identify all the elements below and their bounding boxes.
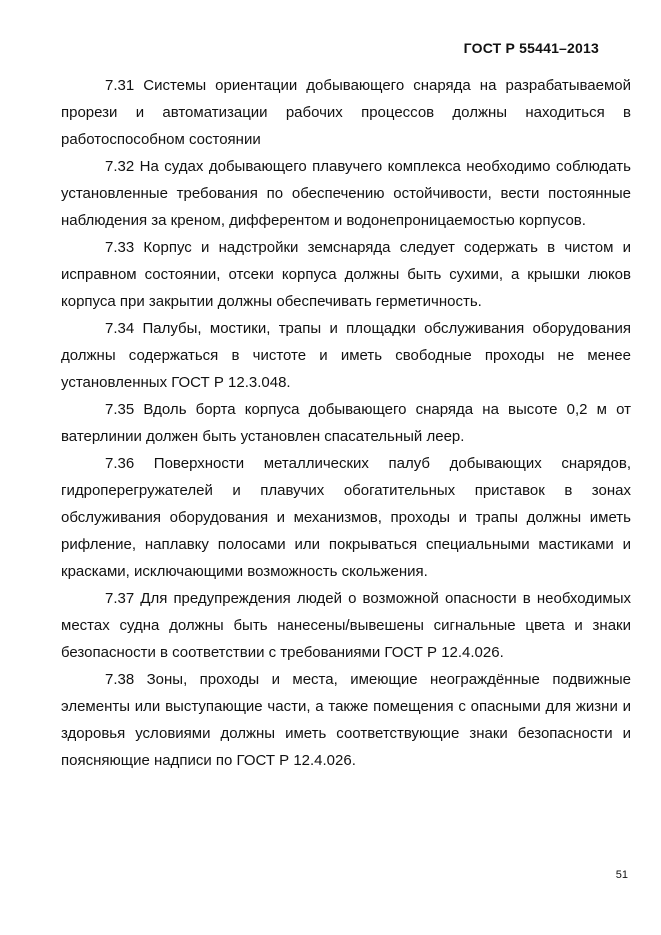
page-number: 51: [615, 869, 628, 881]
paragraph-7-36: 7.36 Поверхности металлических палуб добывающих снарядов, гидроперегружателей и плавучих обогатительных приставок в зонах обслуживания оборудования и механизмов, проходы и трапы должны иметь рифление, наплавку полосами или покрываться специальными мастиками и красками, исключающими возможность скольжения.: [61, 455, 631, 580]
paragraph-7-37: 7.37 Для предупреждения людей о возможной опасности в необходимых местах судна должны быть нанесены/вывешены сигнальные цвета и знаки безопасности в соответствии с требованиями ГОСТ Р 12.4.026.: [61, 590, 631, 661]
document-header-code: ГОСТ Р 55441–2013: [463, 40, 599, 56]
paragraph-7-35: 7.35 Вдоль борта корпуса добывающего снаряда на высоте 0,2 м от ватерлинии должен быть установлен спасательный леер.: [61, 401, 631, 445]
paragraph-7-31: 7.31 Системы ориентации добывающего снаряда на разрабатываемой прорези и автоматизации рабочих процессов должны находиться в работоспособном состоянии: [61, 77, 631, 148]
paragraph-7-32: 7.32 На судах добывающего плавучего комплекса необходимо соблюдать установленные требования по обеспечению остойчивости, вести постоянные наблюдения за креном, дифферентом и водонепроницаемостью корпусов.: [61, 158, 631, 229]
paragraph-7-34: 7.34 Палубы, мостики, трапы и площадки обслуживания оборудования должны содержаться в чистоте и иметь свободные проходы не менее установленных ГОСТ Р 12.3.048.: [61, 320, 631, 391]
paragraph-7-38: 7.38 Зоны, проходы и места, имеющие неограждённые подвижные элементы или выступающие части, а также помещения с опасными для жизни и здоровья условиями должны иметь соответствующие знаки безопасности и поясняющие надписи по ГОСТ Р 12.4.026.: [61, 671, 631, 769]
paragraph-7-33: 7.33 Корпус и надстройки земснаряда следует содержать в чистом и исправном состоянии, отсеки корпуса должны быть сухими, а крышки люков корпуса при закрытии должны обеспечивать герметичность.: [61, 239, 631, 310]
document-body: [61, 72, 631, 774]
